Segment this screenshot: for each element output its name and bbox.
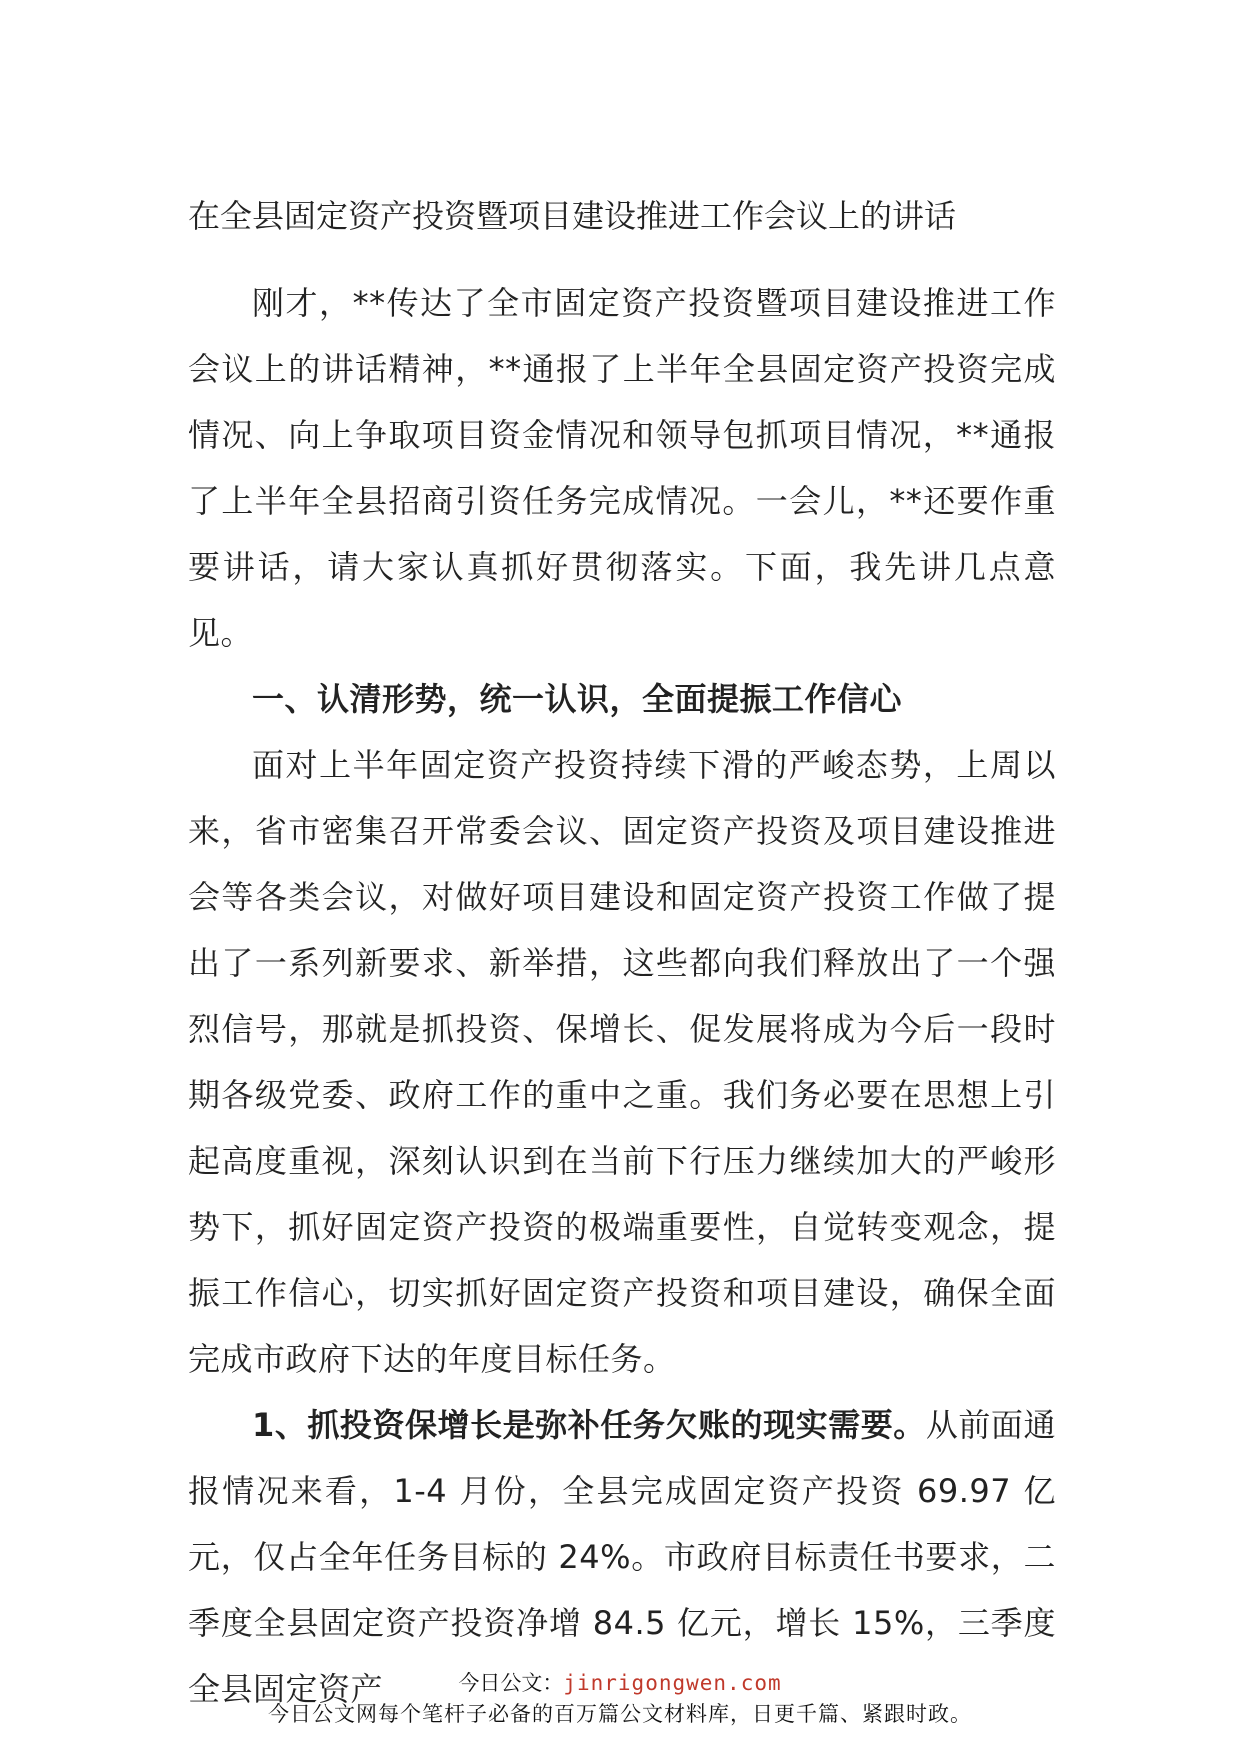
section-heading-1: 一、认清形势，统一认识，全面提振工作信心	[252, 680, 903, 718]
footer-site-line	[0, 1668, 1240, 1699]
footer-site-link[interactable]: jinrigongwen.com	[563, 1671, 782, 1695]
paragraph-opening: 刚才，**传达了全市固定资产投资暨项目建设推进工作会议上的讲话精神，**通报了上半年全县固定资产投资完成情况、向上争取项目资金情况和领导包抓项目情况，**通报了上半年全县招商引资任务完成情况。一会儿，**还要作重要讲话，请大家认真抓好贯彻落实。下面，我先讲几点意见。	[188, 284, 1056, 652]
footer-tagline: 今日公文网每个笔杆子必备的百万篇公文材料库，日更千篇、紧跟时政。	[268, 1702, 972, 1726]
footer-label: 今日公文：	[458, 1671, 564, 1695]
document-body	[188, 270, 1056, 1722]
document-title: 在全县固定资产投资暨项目建设推进工作会议上的讲话	[188, 197, 957, 235]
paragraph-situation: 面对上半年固定资产投资持续下滑的严峻态势，上周以来，省市密集召开常委会议、固定资产投资及项目建设推进会等各类会议，对做好项目建设和固定资产投资工作做了提出了一系列新要求、新举措，这些都向我们释放出了一个强烈信号，那就是抓投资、保增长、促发展将成为今后一段时期各级党委、政府工作的重中之重。我们务必要在思想上引起高度重视，深刻认识到在当前下行压力继续加大的严峻形势下，抓好固定资产投资的极端重要性，自觉转变观念，提振工作信心，切实抓好固定资产投资和项目建设，确保全面完成市政府下达的年度目标任务。	[188, 746, 1056, 1378]
page-footer	[0, 1668, 1240, 1730]
point-1-text: 从前面通报情况来看，1-4 月份，全县完成固定资产投资 69.97 亿元，仅占全年任务目标的 24%。市政府目标责任书要求，二季度全县固定资产投资净增 84.5 亿元，增长 15%，三季度全县固定资产	[188, 1406, 1056, 1708]
point-1-lead: 1、抓投资保增长是弥补任务欠账的现实需要。	[252, 1406, 926, 1444]
